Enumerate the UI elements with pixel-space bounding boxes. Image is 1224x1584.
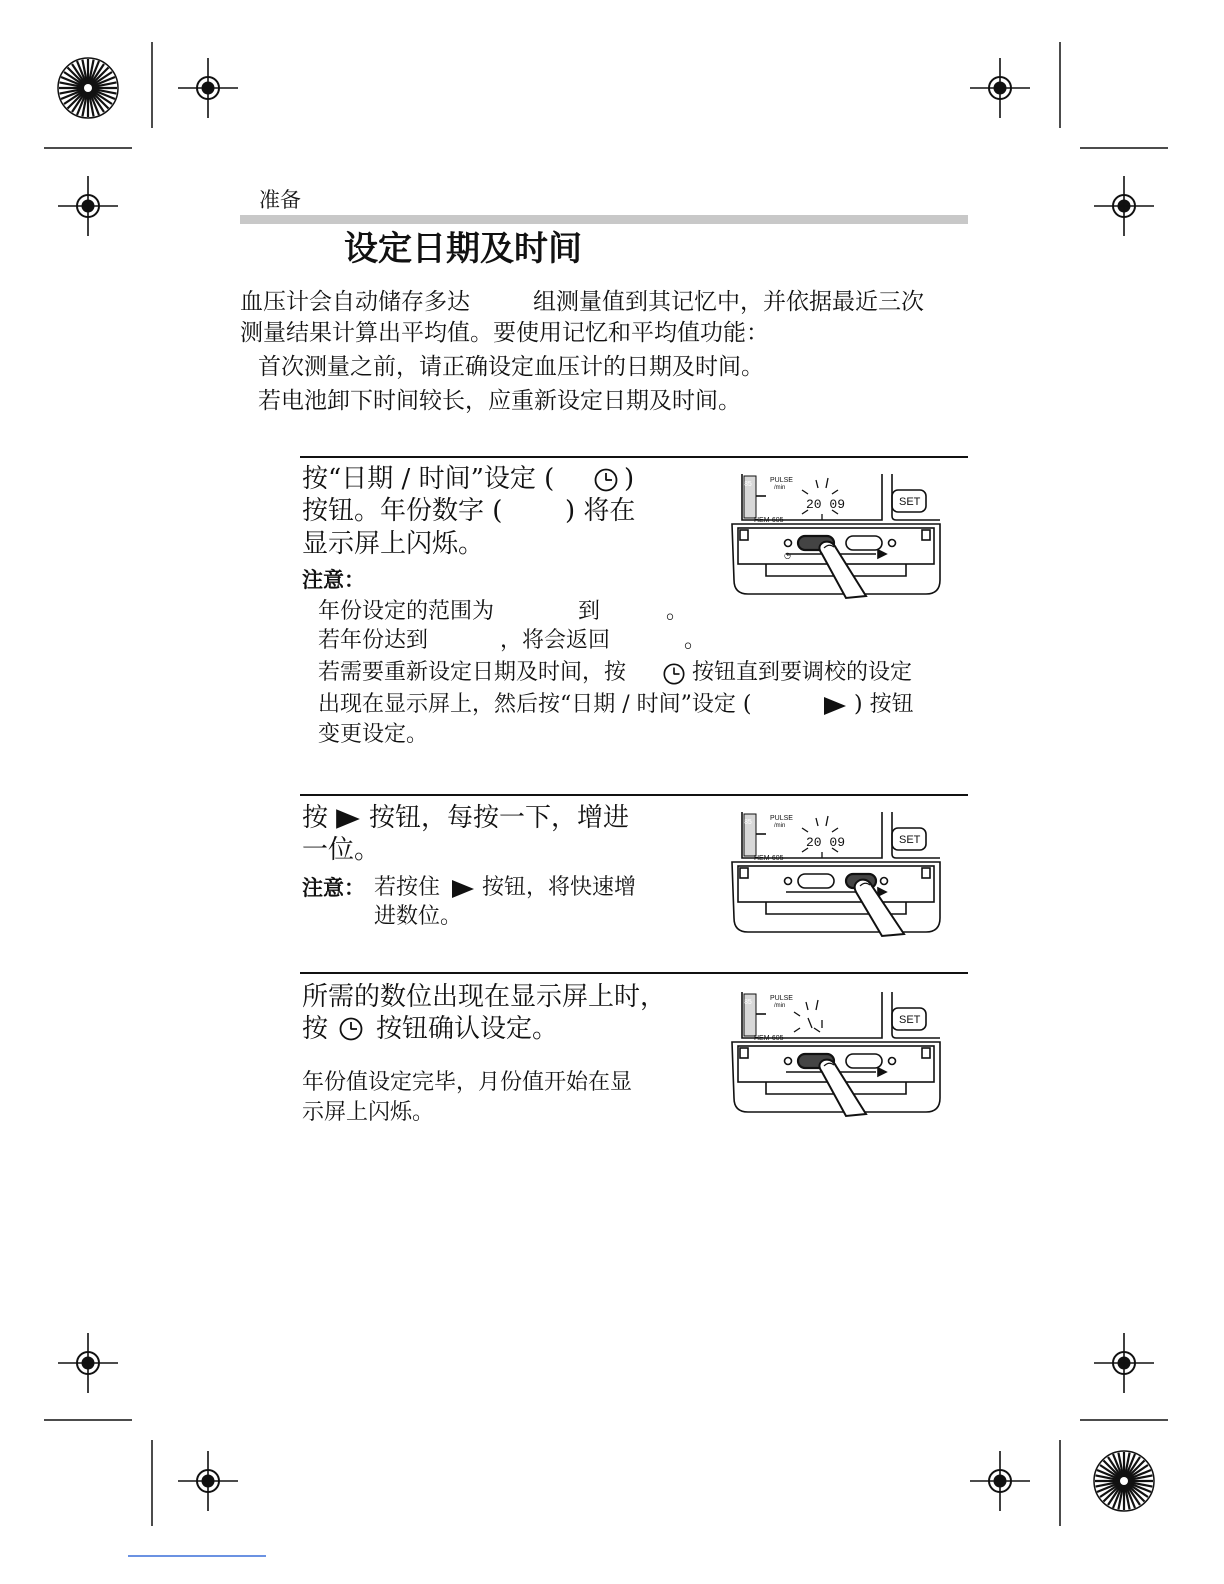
registration-mark-icon bbox=[178, 1451, 238, 1511]
step3-para-1: 年份值设定完毕，月份值开始在显 bbox=[302, 1070, 633, 1095]
step2-note-1b: 按钮，将快速增 bbox=[482, 875, 637, 900]
registration-mark-icon bbox=[58, 176, 118, 236]
step1-note-1c: 。 bbox=[666, 599, 689, 624]
play-arrow-icon bbox=[822, 695, 848, 717]
star-target-icon bbox=[1094, 1451, 1154, 1511]
page-title: 设定日期及时间 bbox=[344, 229, 582, 269]
svg-text:/min: /min bbox=[774, 485, 786, 491]
registration-mark-icon bbox=[1094, 176, 1154, 236]
step1-note-2c: 。 bbox=[684, 628, 707, 653]
device-illustration-2 bbox=[726, 810, 956, 940]
intro-bullet-1: 首次测量之前，请正确设定血压计的日期及时间。 bbox=[258, 354, 764, 380]
registration-mark-icon bbox=[970, 58, 1030, 118]
step2-line-1a: 按 bbox=[302, 803, 329, 833]
device-mem-label: 85 bbox=[744, 481, 752, 488]
step3-line-2a: 按 bbox=[302, 1014, 329, 1044]
device-illustration-1 bbox=[726, 472, 956, 602]
svg-text:HEM-605: HEM-605 bbox=[754, 517, 784, 524]
step1-note-3b: 按钮直到要调校的设定 bbox=[692, 660, 913, 685]
step1-note-2a: 若年份达到 bbox=[318, 628, 429, 653]
play-arrow-icon bbox=[450, 878, 476, 900]
svg-text:PULSE: PULSE bbox=[770, 995, 793, 1002]
step1-line-2a: 按钮。年份数字 ( bbox=[302, 496, 503, 526]
section-label: 准备 bbox=[259, 188, 301, 212]
step1-note-label: 注意： bbox=[302, 568, 365, 592]
step1-note-5: 变更设定。 bbox=[318, 722, 429, 747]
intro-line-2: 测量结果计算出平均值。要使用记忆和平均值功能： bbox=[240, 320, 769, 346]
intro-line-1a: 血压计会自动储存多达 bbox=[240, 289, 470, 315]
step2-note-label: 注意： bbox=[302, 876, 365, 900]
svg-text:PULSE: PULSE bbox=[770, 477, 793, 484]
step2-note-1a: 若按住 bbox=[374, 875, 441, 900]
clock-icon bbox=[662, 662, 686, 686]
registration-mark-icon bbox=[1094, 1333, 1154, 1393]
step1-note-1b: 到 bbox=[578, 599, 601, 624]
svg-text:/min: /min bbox=[774, 1003, 786, 1009]
registration-mark-icon bbox=[970, 1451, 1030, 1511]
step-divider bbox=[300, 972, 968, 974]
step1-line-1b: ) bbox=[624, 464, 635, 494]
step3-para-2: 示屏上闪烁。 bbox=[302, 1100, 435, 1125]
intro-line-1b: 组测量值到其记忆中，并依据最近三次 bbox=[533, 289, 924, 315]
svg-text:PULSE: PULSE bbox=[770, 815, 793, 822]
registration-mark-icon bbox=[178, 58, 238, 118]
step2-line-1b: 按钮，每按一下，增进 bbox=[369, 803, 630, 833]
clock-icon bbox=[338, 1016, 364, 1042]
star-target-icon bbox=[58, 58, 118, 118]
svg-text:◷: ◷ bbox=[784, 551, 791, 560]
play-arrow-icon bbox=[334, 807, 362, 831]
svg-text:85: 85 bbox=[744, 819, 752, 826]
step3-line-2b: 按钮确认设定。 bbox=[376, 1014, 559, 1044]
step2-line-2: 一位。 bbox=[302, 835, 381, 865]
step-divider bbox=[300, 456, 968, 458]
step2-note-2: 进数位。 bbox=[374, 904, 463, 929]
svg-text:SET: SET bbox=[899, 1014, 921, 1026]
registration-mark-icon bbox=[58, 1333, 118, 1393]
intro-bullet-2: 若电池卸下时间较长，应重新设定日期及时间。 bbox=[258, 388, 741, 414]
year-readout: 20 09 bbox=[806, 497, 846, 512]
svg-text:/min: /min bbox=[774, 823, 786, 829]
svg-text:HEM-605: HEM-605 bbox=[754, 1035, 784, 1042]
header-bar bbox=[240, 215, 968, 224]
step1-note-2b: ，将会返回 bbox=[500, 628, 611, 653]
step-divider bbox=[300, 794, 968, 796]
step1-line-3: 显示屏上闪烁。 bbox=[302, 529, 485, 559]
step1-note-1a: 年份设定的范围为 bbox=[318, 599, 495, 624]
svg-text:85: 85 bbox=[744, 999, 752, 1006]
svg-text:HEM-605: HEM-605 bbox=[754, 855, 784, 862]
set-button-label: SET bbox=[899, 496, 921, 508]
step1-line-2b: ) 将在 bbox=[565, 496, 636, 526]
step3-line-1: 所需的数位出现在显示屏上时， bbox=[302, 982, 667, 1012]
clock-icon bbox=[593, 467, 619, 493]
device-illustration-3 bbox=[726, 990, 956, 1120]
step1-line-1a: 按“日期 / 时间”设定 ( bbox=[302, 464, 555, 494]
svg-text:SET: SET bbox=[899, 834, 921, 846]
step1-note-4a: 出现在显示屏上，然后按“日期 / 时间”设定 ( bbox=[318, 692, 752, 717]
svg-text:20 09: 20 09 bbox=[806, 835, 846, 850]
step1-note-4b: ) 按钮 bbox=[854, 692, 914, 717]
step1-note-3a: 若需要重新设定日期及时间，按 bbox=[318, 660, 627, 685]
